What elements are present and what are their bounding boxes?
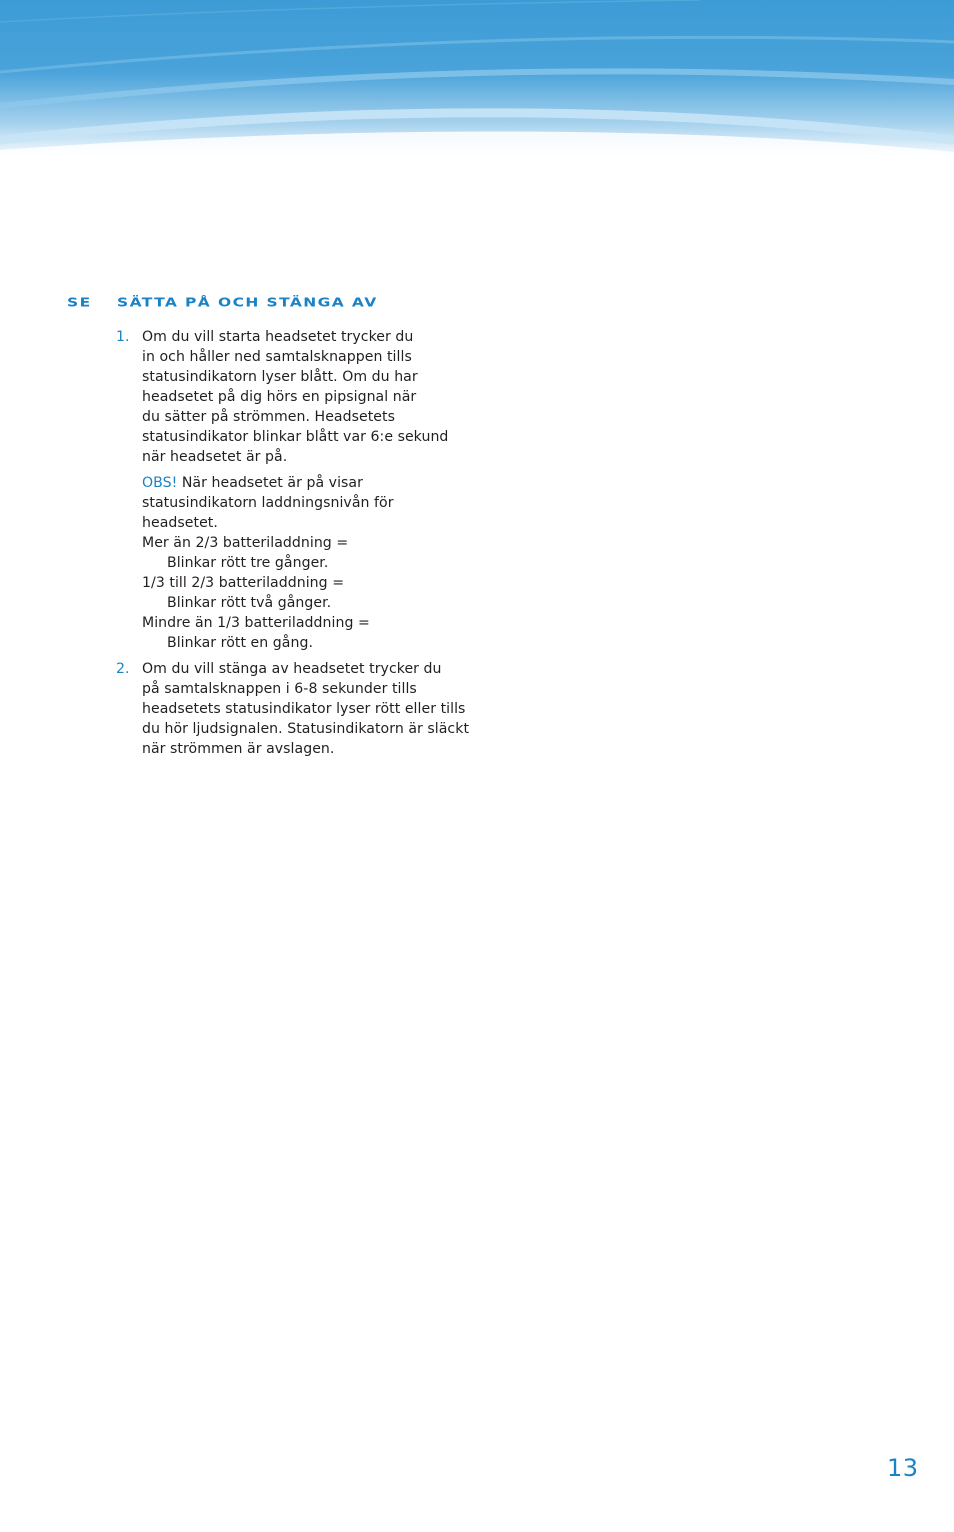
text-line: Om du vill starta headsetet trycker du [142,329,414,345]
instructions [116,327,476,759]
step-text [142,327,476,467]
battery-level-condition: 1/3 till 2/3 batteriladdning = [142,575,345,591]
text-line: Om du vill stänga av headsetet trycker du [142,661,442,677]
text-line: headsetet. [142,515,218,531]
text-line: du sätter på strömmen. Headsetets [142,409,395,425]
note-first-line [142,473,476,493]
section-heading [67,295,378,310]
battery-level-condition: Mindre än 1/3 batteriladdning = [142,615,370,631]
text-line: på samtalsknappen i 6-8 sekunder tills [142,681,417,697]
battery-level-condition: Mer än 2/3 batteriladdning = [142,535,349,551]
text-line: statusindikatorn lyser blått. Om du har [142,369,418,385]
battery-level-result: Blinkar rött tre gånger. [167,555,329,571]
text-line: in och håller ned samtalsknappen tills [142,349,412,365]
page-number: 13 [887,1454,919,1482]
text-line: headsetets statusindikator lyser rött eller tills [142,701,466,717]
step-2 [116,659,476,759]
note-label: OBS! [142,475,178,491]
note-text: När headsetet är på visar [177,475,363,491]
step-number: 1. [116,329,130,345]
note-block [142,473,476,653]
text-line: när strömmen är avslagen. [142,741,335,757]
text-line: när headsetet är på. [142,449,288,465]
text-line: headsetet på dig hörs en pipsignal när [142,389,417,405]
header-wave-banner [0,0,954,160]
text-line: statusindikator blinkar blått var 6:e sekund [142,429,449,445]
language-code: SE [67,295,92,310]
step-1 [116,327,476,653]
step-number: 2. [116,661,130,677]
text-line: du hör ljudsignalen. Statusindikatorn är släckt [142,721,470,737]
battery-level-result: Blinkar rött en gång. [167,635,313,651]
battery-level-result: Blinkar rött två gånger. [167,595,332,611]
section-title: SÄTTA PÅ OCH STÄNGA AV [117,295,378,310]
step-text [142,659,476,759]
text-line: statusindikatorn laddningsnivån för [142,495,394,511]
